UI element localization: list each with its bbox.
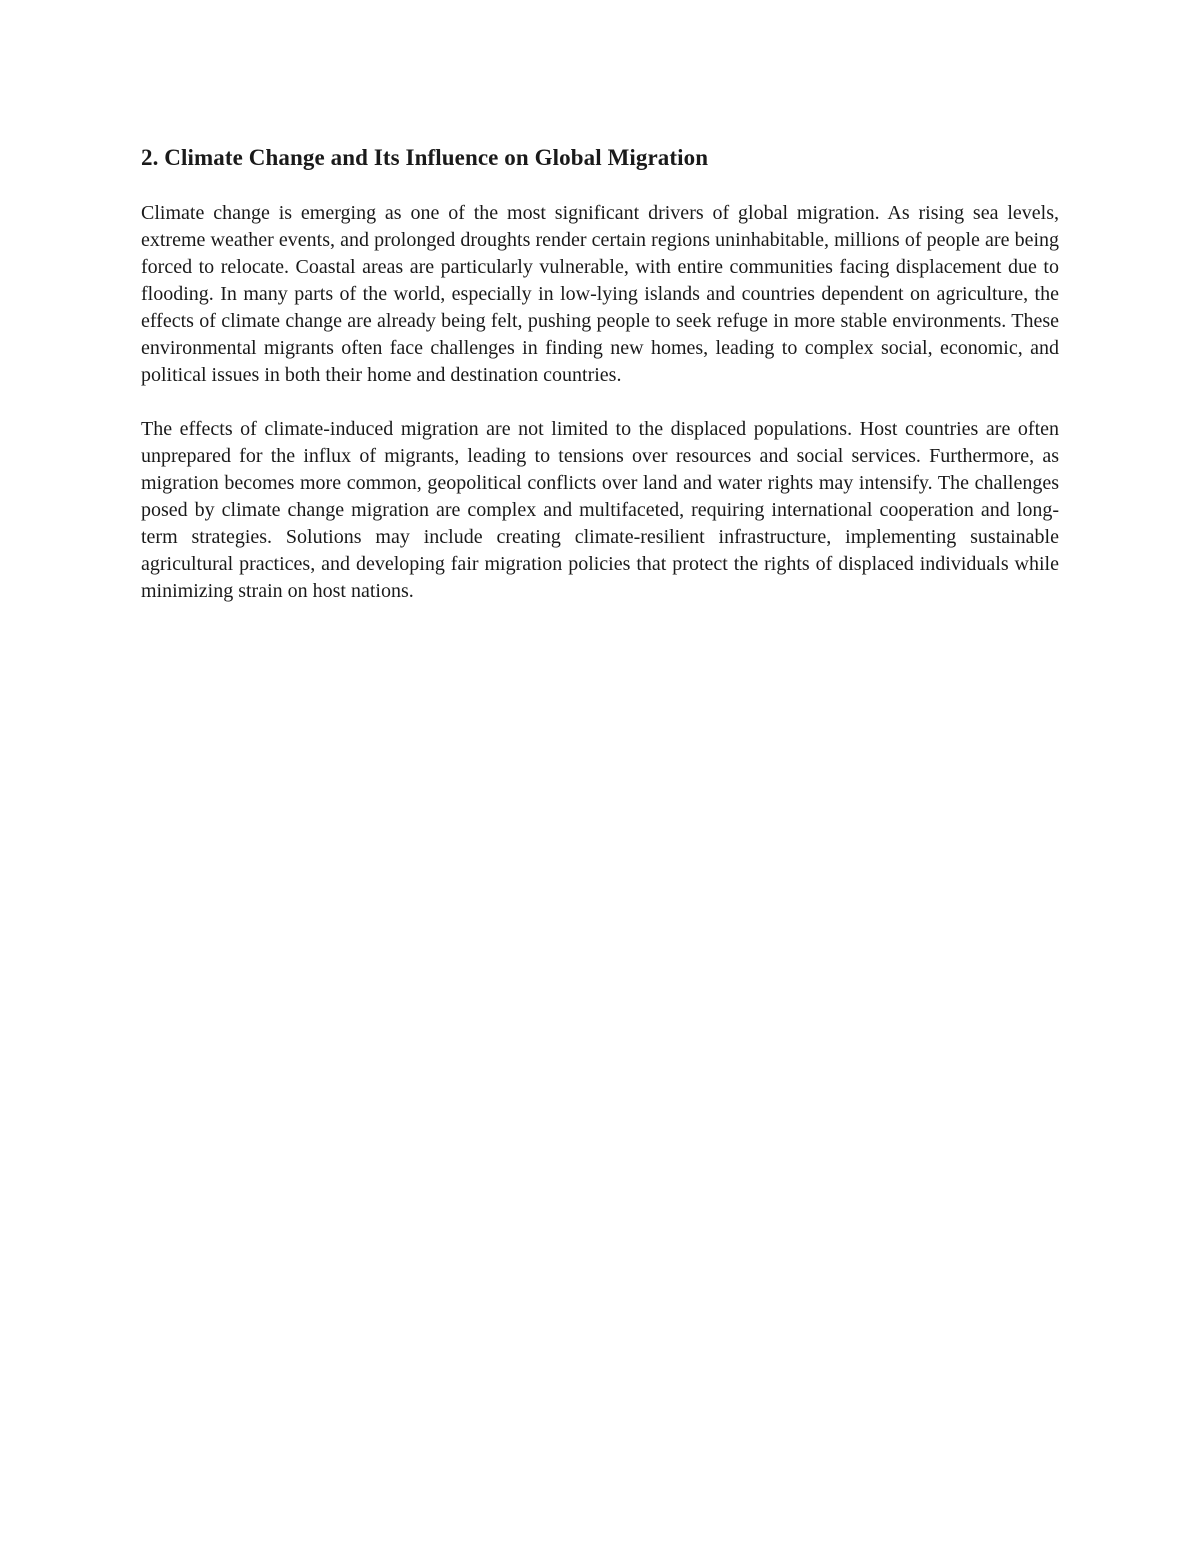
paragraph-2: The effects of climate-induced migration are not limited to the displaced populations. Host countries are often unprepared for the influx of migrants, leading to tensions over resources and social services. Furthermore, as migration becomes more common, geopolitical conflicts over land and water rights may intensify. The challenges posed by climate change migration are complex and multifaceted, requiring international cooperation and long-term strategies. Solutions may include creating climate-resilient infrastructure, implementing sustainable agricultural practices, and developing fair migration policies that protect the rights of displaced individuals while minimizing strain on host nations.	[141, 418, 1059, 602]
document-page	[141, 140, 1059, 605]
section-heading: 2. Climate Change and Its Influence on Global Migration	[141, 145, 709, 170]
paragraph-1: Climate change is emerging as one of the most significant drivers of global migration. As rising sea levels, extreme weather events, and prolonged droughts render certain regions uninhabitable, millions of people are being forced to relocate. Coastal areas are particularly vulnerable, with entire communities facing displacement due to flooding. In many parts of the world, especially in low-lying islands and countries dependent on agriculture, the effects of climate change are already being felt, pushing people to seek refuge in more stable environments. These environmental migrants often face challenges in finding new homes, leading to complex social, economic, and political issues in both their home and destination countries.	[141, 202, 1059, 386]
